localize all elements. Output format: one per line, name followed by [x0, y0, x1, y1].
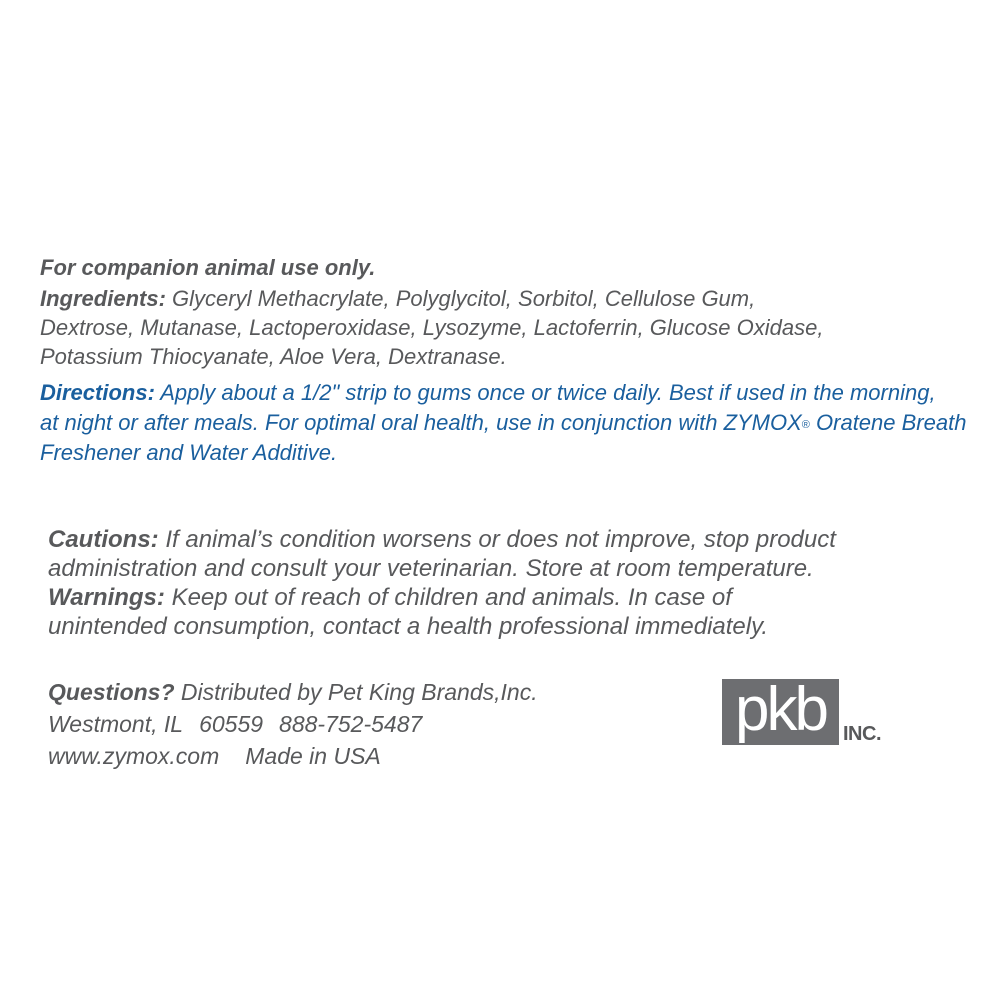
- ingredients-heading: Ingredients:: [40, 286, 166, 311]
- directions-section: [40, 378, 980, 468]
- directions-text-1: Apply about a 1/2" strip to gums once or twice daily. Best if used in the morning,: [160, 380, 936, 405]
- pkb-logo-mark: pkb: [722, 679, 839, 745]
- ingredients-line-2: Dextrose, Mutanase, Lactoperoxidase, Lysozyme, Lactoferrin, Glucose Oxidase,: [40, 315, 824, 340]
- questions-heading: Questions?: [48, 679, 175, 705]
- companion-use-headline: For companion animal use only.: [40, 255, 376, 280]
- cautions-line-1: [48, 525, 948, 554]
- city-text: Westmont, IL: [48, 711, 184, 737]
- questions-section: [48, 676, 668, 772]
- directions-heading: Directions:: [40, 380, 155, 405]
- pkb-logo: [722, 679, 881, 745]
- directions-text-2: at night or after meals. For optimal oral health, use in conjunction with ZYMOX: [40, 410, 802, 435]
- cautions-line-2: administration and consult your veterinarian. Store at room temperature.: [48, 555, 814, 582]
- directions-text-2-end: Oratene Breath: [809, 410, 967, 435]
- distributor-text: Distributed by Pet King Brands,Inc.: [180, 679, 538, 705]
- website-line: [48, 740, 668, 772]
- cautions-heading: Cautions:: [48, 526, 159, 553]
- label-block: [40, 252, 980, 468]
- ingredients-section: [40, 284, 980, 371]
- cautions-text-1: If animal’s condition worsens or does not improve, stop product: [165, 526, 836, 553]
- warnings-line-2: unintended consumption, contact a health professional immediately.: [48, 613, 768, 640]
- directions-line-1: [40, 378, 980, 408]
- questions-line-1: [48, 676, 668, 708]
- directions-line-3: Freshener and Water Additive.: [40, 440, 338, 465]
- warnings-text-1: Keep out of reach of children and animals. In case of: [171, 584, 732, 611]
- ingredients-text-1: Glyceryl Methacrylate, Polyglycitol, Sorbitol, Cellulose Gum,: [172, 286, 756, 311]
- zip-text: 60559: [199, 711, 264, 737]
- pkb-logo-suffix: INC.: [843, 723, 881, 745]
- address-line: [48, 708, 668, 740]
- warnings-heading: Warnings:: [48, 584, 165, 611]
- ingredients-line-3: Potassium Thiocyanate, Aloe Vera, Dextranase.: [40, 344, 507, 369]
- made-in-text: Made in USA: [245, 743, 381, 769]
- directions-line-2: [40, 408, 980, 438]
- phone-text: 888-752-5487: [279, 711, 423, 737]
- website-link[interactable]: www.zymox.com: [48, 743, 220, 769]
- ingredients-line-1: [40, 284, 980, 313]
- registered-mark: ®: [801, 419, 810, 431]
- warnings-line-1: [48, 583, 948, 612]
- cautions-warnings-section: [48, 525, 948, 641]
